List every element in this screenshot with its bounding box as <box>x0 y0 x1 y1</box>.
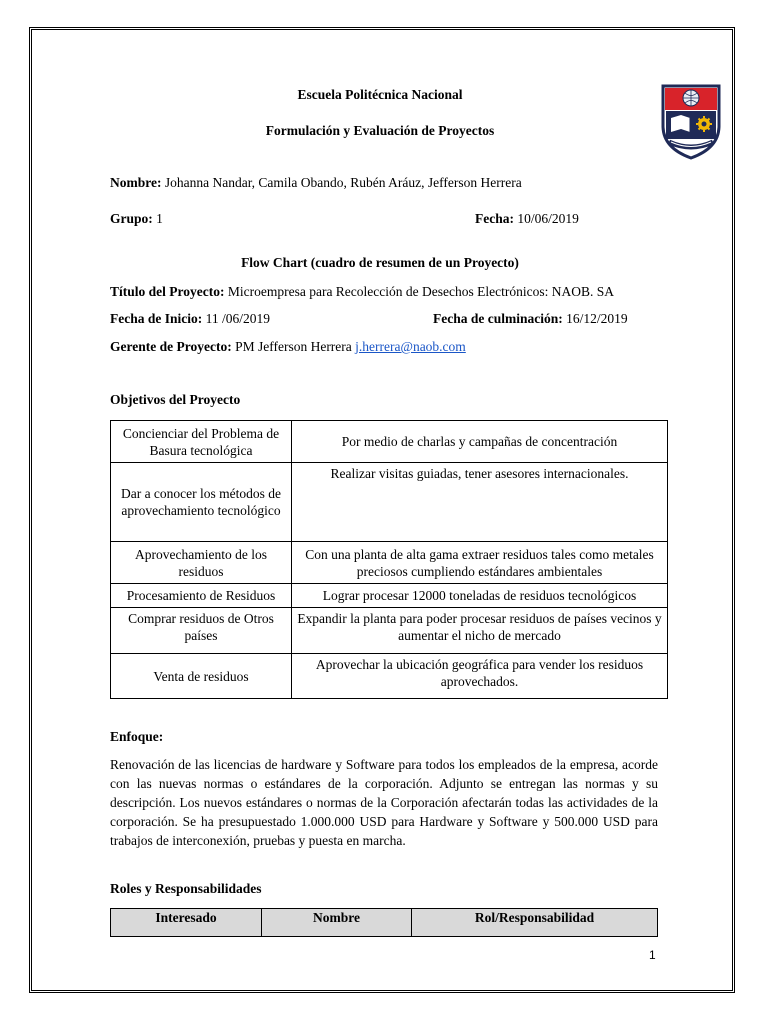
objective-cell: Aprovechamiento de los residuos <box>111 542 292 584</box>
inicio-label: Fecha de Inicio: <box>110 311 203 326</box>
action-cell: Con una planta de alta gama extraer residuos tales como metales preciosos cumpliendo estándares ambientales <box>292 542 668 584</box>
page-number: 1 <box>649 948 656 962</box>
action-cell: Realizar visitas guiadas, tener asesores internacionales. <box>292 463 668 542</box>
subject-title: Formulación y Evaluación de Proyectos <box>265 123 495 138</box>
roles-table <box>110 908 658 937</box>
objective-cell: Dar a conocer los métodos de aprovechamiento tecnológico <box>111 463 292 542</box>
column-header-rol: Rol/Responsabilidad <box>412 909 658 937</box>
fecha-label: Fecha: <box>475 211 514 226</box>
nombre-label: Nombre: <box>110 175 162 190</box>
table-row <box>111 608 668 654</box>
objective-cell: Comprar residuos de Otros países <box>111 608 292 654</box>
column-header-nombre: Nombre <box>262 909 412 937</box>
column-header-interesado: Interesado <box>111 909 262 937</box>
action-cell: Expandir la planta para poder procesar residuos de países vecinos y aumentar el nicho de mercado <box>292 608 668 654</box>
table-row <box>111 463 668 542</box>
institution-name: Escuela Politécnica Nacional <box>297 87 463 102</box>
titulo-line <box>110 283 614 300</box>
inicio-value: 11 /06/2019 <box>205 311 271 326</box>
institution-logo <box>659 82 723 160</box>
action-cell: Lograr procesar 12000 toneladas de residuos tecnológicos <box>292 584 668 608</box>
objectives-table <box>110 420 668 699</box>
gerente-value: PM Jefferson Herrera <box>235 339 352 354</box>
titulo-value: Microempresa para Recolección de Desechos Electrónicos: NAOB. SA <box>227 284 614 299</box>
grupo-line <box>110 210 163 227</box>
fecha-value: 10/06/2019 <box>517 211 579 226</box>
nombre-value: Johanna Nandar, Camila Obando, Rubén Aráuz, Jefferson Herrera <box>164 175 522 190</box>
objective-cell: Venta de residuos <box>111 654 292 699</box>
gerente-label: Gerente de Proyecto: <box>110 339 232 354</box>
enfoque-paragraph: Renovación de las licencias de hardware y Software para todos los empleados de la empresa, acorde con las nuevas normas o estándares de la corporación. Adjunto se entregan las normas y su descripción. Los nuevos estándares o normas de la Corporación afectarán todas las actividades de la corporación. Se ha presupuestado 1.000.000 USD para Hardware y Software y 500.000 USD para trabajos de interconexión, pruebas y puesta en marcha. <box>110 757 658 848</box>
grupo-value: 1 <box>156 211 163 226</box>
grupo-label: Grupo: <box>110 211 153 226</box>
objective-cell: Concienciar del Problema de Basura tecnológica <box>111 421 292 463</box>
objectives-heading: Objetivos del Proyecto <box>110 392 241 407</box>
titulo-label: Título del Proyecto: <box>110 284 225 299</box>
culminacion-value: 16/12/2019 <box>566 311 628 326</box>
enfoque-heading: Enfoque: <box>110 729 164 744</box>
culminacion-line <box>433 310 628 327</box>
nombre-line <box>110 174 522 191</box>
inicio-line <box>110 310 270 327</box>
gerente-email-link[interactable]: j.herrera@naob.com <box>355 339 466 354</box>
table-row <box>111 654 668 699</box>
table-row <box>111 542 668 584</box>
fecha-line <box>475 210 579 227</box>
table-header-row <box>111 909 658 937</box>
action-cell: Por medio de charlas y campañas de concentración <box>292 421 668 463</box>
action-cell: Aprovechar la ubicación geográfica para vender los residuos aprovechados. <box>292 654 668 699</box>
objective-cell: Procesamiento de Residuos <box>111 584 292 608</box>
table-row <box>111 421 668 463</box>
table-row <box>111 584 668 608</box>
gerente-line <box>110 338 466 355</box>
flow-chart-title: Flow Chart (cuadro de resumen de un Proyecto) <box>241 255 519 270</box>
roles-heading: Roles y Responsabilidades <box>110 881 262 896</box>
culminacion-label: Fecha de culminación: <box>433 311 563 326</box>
